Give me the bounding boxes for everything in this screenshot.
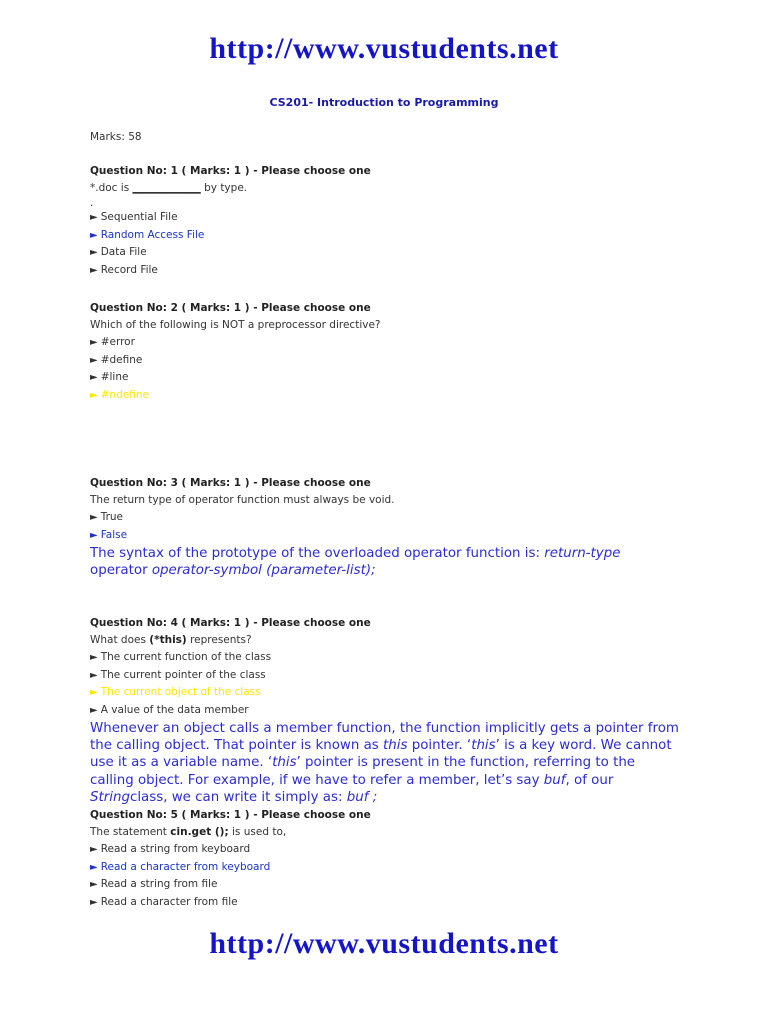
question-header: Question No: 3 ( Marks: 1 ) - Please choose one: [90, 477, 371, 489]
arrow-icon: ►: [90, 529, 98, 541]
question-text: The return type of operator function must always be void.: [90, 494, 395, 506]
marks-label: Marks: 58: [90, 131, 142, 143]
arrow-icon: ►: [90, 879, 98, 891]
arrow-icon: ►: [90, 652, 98, 664]
option-correct: ► Random Access File: [90, 228, 205, 241]
option: ► #line: [90, 371, 129, 384]
arrow-icon: ►: [90, 896, 98, 908]
explanation: Whenever an object calls a member function, the function implicitly gets a pointer from the calling object. That pointer is known as this pointer. ‘this’ is a key word. We cannot use it as a variable name. ‘this’ pointer is present in the function, referring to the calling object. For example, if we have to refer a member, let’s say buf, of our Stringclass, we can write it simply as: buf ;: [90, 720, 679, 805]
question-header: Question No: 5 ( Marks: 1 ) - Please choose one: [90, 809, 371, 821]
option: ► True: [90, 511, 124, 524]
option: ► The current function of the class: [90, 651, 272, 664]
arrow-icon: ►: [90, 704, 98, 716]
option: ► The current pointer of the class: [90, 668, 266, 681]
option: ► #error: [90, 336, 135, 349]
arrow-icon: ►: [90, 372, 98, 384]
question-header: Question No: 2 ( Marks: 1 ) - Please choose one: [90, 302, 371, 314]
question-text: Which of the following is NOT a preprocessor directive?: [90, 319, 381, 331]
question-header: Question No: 4 ( Marks: 1 ) - Please choose one: [90, 617, 371, 629]
option: ► Record File: [90, 263, 158, 276]
option: ► Sequential File: [90, 211, 178, 224]
arrow-icon: ►: [90, 687, 98, 699]
question-text: What does (*this) represents?: [90, 634, 252, 646]
arrow-icon: ►: [90, 229, 98, 241]
arrow-icon: ►: [90, 354, 98, 366]
arrow-icon: ►: [90, 669, 98, 681]
option: ► Read a string from keyboard: [90, 843, 251, 856]
arrow-icon: ►: [90, 212, 98, 224]
question-1: [90, 162, 690, 279]
arrow-icon: ►: [90, 844, 98, 856]
option-correct: ► False: [90, 528, 128, 541]
arrow-icon: ►: [90, 861, 98, 873]
stray-dot: .: [90, 197, 94, 210]
question-2: [90, 299, 690, 404]
question-header: Question No: 1 ( Marks: 1 ) - Please choose one: [90, 165, 371, 177]
answer-blank: _____________: [132, 182, 201, 194]
option-correct: ► The current object of the class: [90, 686, 261, 699]
site-footer-url: http://www.vustudents.net: [209, 927, 559, 960]
explanation: The syntax of the prototype of the overloaded operator function is: return-type operator operator-symbol (parameter-list);: [90, 546, 621, 579]
option-correct: ► #ndefine: [90, 388, 150, 401]
site-header-url: http://www.vustudents.net: [209, 32, 559, 65]
option: ► Data File: [90, 246, 147, 259]
question-3: [90, 474, 690, 580]
arrow-icon: ►: [90, 389, 98, 401]
option-correct: ► Read a character from keyboard: [90, 860, 271, 873]
option: ► #define: [90, 353, 143, 366]
course-title: CS201- Introduction to Programming: [269, 96, 499, 109]
arrow-icon: ►: [90, 264, 98, 276]
option: ► Read a string from file: [90, 878, 218, 891]
option: ► Read a character from file: [90, 895, 238, 908]
question-text: *.doc is _____________ by type.: [90, 182, 248, 194]
arrow-icon: ►: [90, 247, 98, 259]
option: ► A value of the data member: [90, 703, 249, 716]
arrow-icon: ►: [90, 512, 98, 524]
question-5: [90, 806, 690, 911]
question-4: [90, 614, 690, 806]
question-text: The statement cin.get (); is used to,: [90, 826, 287, 838]
arrow-icon: ►: [90, 337, 98, 349]
